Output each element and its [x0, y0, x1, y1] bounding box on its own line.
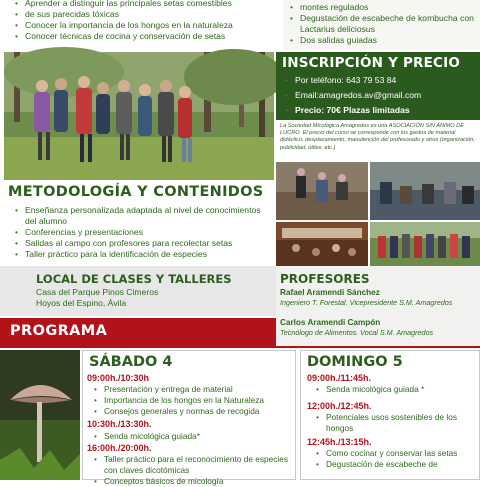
list-item: • Presentación y entrega de material [93, 384, 293, 395]
teacher-2-name: Carlos Aramendi Campón [280, 318, 381, 327]
sunday-time-3: 12:45h./13:15h. [307, 437, 372, 447]
methodology-title: METODOLOGÍA Y CONTENIDOS [8, 184, 264, 200]
list-item: • Conceptos básicos de micología [93, 476, 293, 487]
teachers-title: PROFESORES [280, 272, 370, 286]
list-item: • Senda micológica guiada * [315, 384, 475, 395]
saturday-time-1: 09:00h./10:30h [87, 373, 150, 383]
list-item: • Potenciales usos sostenibles de los hongos [315, 412, 475, 434]
sunday-time-1: 09:00h./11:45h. [307, 373, 372, 383]
list-item: • Importancia de los hongos en la Naturaleza [93, 395, 293, 406]
saturday-list-3 [93, 454, 293, 487]
program-banner [0, 318, 276, 346]
teacher-2-desc: Tecnólogo de Alimentos. Vocal S.M. Amagredos [280, 328, 434, 337]
list-item: • Como cocinar y conservar las setas [315, 448, 475, 459]
list-item: • Senda micológica guiada* [93, 431, 293, 442]
methodology-list [14, 205, 272, 260]
teacher-1-name: Rafael Aramendi Sánchez [280, 288, 380, 297]
list-item: • Dos salidas guiadas [289, 35, 477, 46]
saturday-list-1 [93, 384, 293, 417]
list-item: • Degustación de escabeche de kombucha con Lactarius deliciosus [289, 13, 477, 35]
inscription-list [284, 73, 421, 118]
saturday-list-2 [93, 431, 293, 442]
includes-panel [283, 0, 480, 50]
phone-item: • Por teléfono: 643 79 53 84 [284, 73, 421, 88]
list-item: • Salidas al campo con profesores para recolectar setas [14, 238, 272, 249]
venue-panel [0, 266, 276, 316]
list-item: • Conocer técnicas de cocina y conservación de setas [14, 31, 233, 42]
classroom-photo-1 [276, 162, 368, 220]
saturday-time-2: 10:30h./13:30h. [87, 419, 152, 429]
list-item: • montes regulados [289, 2, 477, 13]
mushroom-table-photo [276, 222, 368, 266]
list-item: • Conocer la importancia de los hongos en la naturaleza [14, 20, 233, 31]
list-item: • Consejos generales y normas de recogida [93, 406, 293, 417]
list-item: • Taller práctico para la identificación de especies [14, 249, 272, 260]
list-item: • de sus parecidas tóxicas [14, 9, 233, 20]
sunday-list-1 [315, 384, 475, 395]
teacher-1-desc: Ingeniero T. Forestal. Vicepresidente S.M. Amagredos [280, 298, 453, 307]
mushroom-photo [0, 350, 80, 480]
sunday-list-2 [315, 412, 475, 434]
inscription-panel [276, 52, 480, 120]
list-item: • Conferencias y presentaciones [14, 227, 272, 238]
saturday-time-3: 16:00h./20:00h. [87, 443, 152, 453]
teachers-panel [276, 266, 480, 346]
list-item: • Taller práctico para el reconocimiento de especies con claves dicotómicas [93, 454, 293, 476]
venue-title: LOCAL DE CLASES Y TALLERES [36, 272, 232, 286]
sunday-title: DOMINGO 5 [307, 354, 403, 370]
objectives-panel [0, 0, 276, 50]
list-item: • Degustación de escabeche de [315, 459, 475, 470]
sunday-time-2: 12:00h./12:45h. [307, 401, 372, 411]
group-forest-photo [4, 52, 274, 180]
list-item: • Enseñanza personalizada adaptada al nivel de conocimientos del alumno [14, 205, 272, 227]
inscription-note: La Sociedad Micológica Amagredos es una ASOCIACIÓN SIN ÁNIMO DE LUCRO. El precio del curso se corresponde con los gastos de material didáctico, desplazamiento, manutención del profesorado y otros (organización, publicidad, útiles, etc.) [280, 123, 475, 151]
price-item: • Precio: 70€ Plazas limitadas [284, 103, 421, 118]
sunday-list-3 [315, 448, 475, 470]
saturday-card [82, 350, 296, 486]
classroom-photo-2 [370, 162, 480, 220]
program-title: PROGRAMA [10, 323, 108, 339]
email-item: • Email:amagredos.av@gmail.com [284, 88, 421, 103]
venue-line-1: Casa del Parque Pinos Cimeros [36, 287, 159, 297]
saturday-title: SÁBADO 4 [89, 354, 173, 370]
venue-line-2: Hoyos del Espino, Ávila [36, 298, 127, 308]
group-outdoor-photo [370, 222, 480, 266]
objectives-list [14, 0, 233, 42]
includes-list [289, 2, 477, 46]
sunday-card [300, 350, 480, 480]
inscription-title: INSCRIPCIÓN Y PRECIO [282, 55, 461, 71]
list-item: • Aprender a distinguir las principales setas comestibles [14, 0, 233, 9]
